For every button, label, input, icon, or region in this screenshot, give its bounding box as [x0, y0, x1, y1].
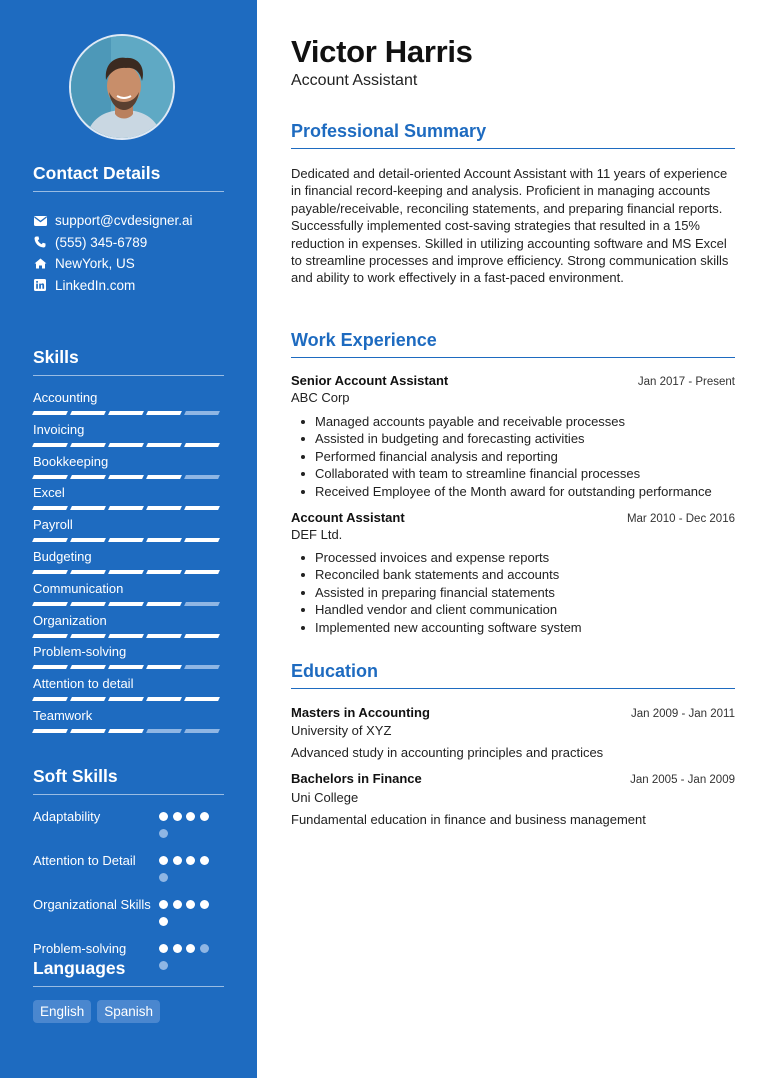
soft-skill-rating	[159, 808, 219, 846]
skill-level-segment	[108, 411, 144, 415]
skill-level-bar	[33, 570, 223, 574]
skill-level-segment	[32, 443, 68, 447]
experience-heading: Work Experience	[291, 330, 735, 358]
skill-item	[33, 485, 223, 517]
rating-dot	[159, 944, 168, 953]
job-bullet: Handled vendor and client communication	[291, 601, 735, 618]
job-bullet: Assisted in preparing financial statements	[291, 584, 735, 601]
job-bullet: Implemented new accounting software system	[291, 619, 735, 636]
job-company: DEF Ltd.	[291, 527, 343, 542]
rating-dot	[173, 856, 182, 865]
soft-skill-name: Organizational Skills	[33, 897, 151, 912]
skill-item	[33, 517, 223, 549]
skill-level-bar	[33, 538, 223, 542]
skill-level-segment	[108, 697, 144, 701]
skill-level-segment	[108, 538, 144, 542]
skill-level-segment	[184, 475, 220, 479]
linkedin-icon	[33, 278, 47, 292]
job-bullet: Managed accounts payable and receivable processes	[291, 413, 735, 430]
skill-level-segment	[32, 538, 68, 542]
skill-name: Attention to detail	[33, 676, 134, 692]
skill-level-segment	[184, 634, 220, 638]
contact-location	[33, 253, 233, 275]
job-title: Account Assistant	[291, 510, 405, 525]
skill-level-segment	[108, 506, 144, 510]
education-degree: Masters in Accounting	[291, 705, 430, 720]
skill-level-segment	[184, 729, 220, 733]
skill-item	[33, 422, 223, 454]
avatar	[69, 34, 175, 140]
skill-level-segment	[146, 729, 182, 733]
skill-level-segment	[108, 570, 144, 574]
skill-level-segment	[70, 665, 106, 669]
soft-skill-name: Attention to Detail	[33, 853, 136, 868]
contact-phone[interactable]	[33, 232, 233, 254]
skill-level-segment	[184, 411, 220, 415]
skill-level-segment	[108, 634, 144, 638]
skill-level-segment	[146, 475, 182, 479]
skill-level-segment	[146, 411, 182, 415]
job-bullets	[291, 413, 735, 500]
skill-name: Budgeting	[33, 548, 92, 564]
contact-heading: Contact Details	[33, 163, 224, 192]
skill-name: Payroll	[33, 517, 73, 533]
skill-level-bar	[33, 602, 223, 606]
education-header	[291, 771, 735, 786]
skill-level-segment	[32, 665, 68, 669]
education-heading: Education	[291, 661, 735, 689]
skill-level-segment	[32, 634, 68, 638]
sidebar	[0, 0, 257, 1078]
job-bullet: Processed invoices and expense reports	[291, 549, 735, 566]
skill-name: Problem-solving	[33, 644, 127, 660]
skill-level-segment	[70, 634, 106, 638]
skill-level-segment	[70, 443, 106, 447]
skill-level-segment	[108, 729, 144, 733]
skill-level-segment	[32, 729, 68, 733]
skill-level-segment	[70, 411, 106, 415]
contact-email-text: support@cvdesigner.ai	[55, 213, 193, 229]
rating-dot	[186, 856, 195, 865]
rating-dot	[159, 856, 168, 865]
education-school: Uni College	[291, 790, 359, 805]
skill-level-bar	[33, 729, 223, 733]
skills-heading: Skills	[33, 347, 224, 376]
rating-dot	[173, 900, 182, 909]
skill-name: Accounting	[33, 390, 98, 405]
skill-name: Organization	[33, 612, 107, 628]
rating-dot	[200, 856, 209, 865]
job-dates: Mar 2010 - Dec 2016	[626, 513, 735, 525]
skill-name: Excel	[33, 485, 65, 501]
skill-level-segment	[184, 602, 220, 606]
skill-level-segment	[32, 602, 68, 606]
soft-skills-heading: Soft Skills	[33, 766, 224, 795]
phone-icon	[33, 235, 47, 249]
education-description: Fundamental education in finance and business management	[291, 812, 646, 827]
rating-dot	[159, 900, 168, 909]
rating-dot	[200, 944, 209, 953]
skill-level-segment	[32, 411, 68, 415]
job-company: ABC Corp	[291, 390, 350, 405]
skill-item	[33, 549, 223, 581]
skill-level-segment	[70, 570, 106, 574]
soft-skill-rating	[159, 896, 219, 934]
skill-item	[33, 454, 223, 486]
skill-level-segment	[184, 697, 220, 701]
soft-skill-item	[33, 896, 233, 934]
skill-item	[33, 613, 223, 645]
job-bullet: Reconciled bank statements and accounts	[291, 566, 735, 583]
rating-dot	[159, 917, 168, 926]
skill-name: Teamwork	[33, 707, 93, 723]
skill-level-segment	[184, 443, 220, 447]
summary-heading: Professional Summary	[291, 121, 735, 149]
skill-level-segment	[70, 729, 106, 733]
skill-level-bar	[33, 411, 223, 415]
rating-dot	[173, 944, 182, 953]
job-bullets	[291, 549, 735, 636]
languages-list	[33, 1000, 166, 1023]
contact-linkedin[interactable]	[33, 275, 233, 297]
soft-skill-name: Adaptability	[33, 809, 101, 824]
candidate-name: Victor Harris	[291, 34, 473, 69]
skill-item	[33, 708, 223, 740]
skill-item	[33, 644, 223, 676]
summary-text: Dedicated and detail-oriented Account Assistant with 11 years of experience in financial record-keeping and analysis. Proficient in managing accounts payable/receivable, reconciling statements, and preparing financial reports. Successfully implemented cost-saving strategies that resulted in a 15% reduction in expenses. Skilled in utilizing accounting software and MS Excel to streamline processes and improve efficiency. Strong communication skills and ability to work effectively in a fast-paced environment.	[291, 166, 729, 286]
skill-level-segment	[108, 665, 144, 669]
home-icon	[33, 257, 47, 271]
skill-level-segment	[108, 475, 144, 479]
skill-level-segment	[32, 475, 68, 479]
soft-skill-name: Problem-solving	[33, 941, 127, 956]
skill-level-segment	[70, 697, 106, 701]
skill-level-bar	[33, 475, 223, 479]
education-dates: Jan 2005 - Jan 2009	[630, 774, 735, 786]
contact-list	[33, 210, 233, 296]
skill-name: Invoicing	[33, 421, 85, 437]
rating-dot	[200, 812, 209, 821]
skill-level-bar	[33, 665, 223, 669]
rating-dot	[159, 812, 168, 821]
job-bullet: Collaborated with team to streamline financial processes	[291, 465, 735, 482]
education-degree: Bachelors in Finance	[291, 771, 422, 786]
rating-dot	[186, 900, 195, 909]
skill-level-segment	[146, 697, 182, 701]
skill-level-segment	[70, 602, 106, 606]
rating-dot	[173, 812, 182, 821]
skill-level-bar	[33, 443, 223, 447]
skill-item	[33, 676, 223, 708]
language-chip: English	[33, 1000, 91, 1023]
skill-level-bar	[33, 506, 223, 510]
skill-level-segment	[32, 570, 68, 574]
skill-level-segment	[184, 538, 220, 542]
job-bullet: Assisted in budgeting and forecasting activities	[291, 430, 735, 447]
skill-level-segment	[70, 475, 106, 479]
job-header	[291, 373, 735, 388]
contact-location-text: NewYork, US	[55, 256, 135, 272]
soft-skill-item	[33, 808, 233, 846]
skill-name: Bookkeeping	[33, 453, 109, 469]
skill-level-segment	[184, 506, 220, 510]
candidate-title: Account Assistant	[291, 72, 418, 89]
rating-dot	[200, 900, 209, 909]
job-bullet: Performed financial analysis and reporting	[291, 448, 735, 465]
skills-list	[33, 390, 223, 740]
education-description: Advanced study in accounting principles and practices	[291, 745, 604, 760]
skill-level-segment	[108, 443, 144, 447]
skill-level-segment	[108, 602, 144, 606]
education-dates: Jan 2009 - Jan 2011	[630, 708, 735, 720]
skill-level-segment	[184, 665, 220, 669]
skill-level-segment	[146, 634, 182, 638]
skill-level-segment	[146, 538, 182, 542]
soft-skill-rating	[159, 852, 219, 890]
skill-level-segment	[146, 506, 182, 510]
rating-dot	[159, 873, 168, 882]
skill-item	[33, 581, 223, 613]
skill-level-segment	[32, 506, 68, 510]
skill-item	[33, 390, 223, 422]
rating-dot	[186, 812, 195, 821]
education-school: University of XYZ	[291, 723, 392, 738]
skill-level-bar	[33, 697, 223, 701]
contact-linkedin-text: LinkedIn.com	[55, 277, 136, 293]
skill-level-segment	[146, 665, 182, 669]
skill-level-bar	[33, 634, 223, 638]
education-header	[291, 705, 735, 720]
soft-skill-item	[33, 852, 233, 890]
rating-dot	[186, 944, 195, 953]
languages-heading: Languages	[33, 958, 224, 987]
job-title: Senior Account Assistant	[291, 373, 449, 388]
job-header	[291, 510, 735, 525]
skill-level-segment	[146, 570, 182, 574]
envelope-icon	[33, 214, 47, 228]
contact-phone-text: (555) 345-6789	[55, 234, 148, 250]
skill-level-segment	[146, 443, 182, 447]
skill-level-segment	[146, 602, 182, 606]
skill-name: Communication	[33, 580, 124, 596]
contact-email[interactable]	[33, 210, 233, 232]
skill-level-segment	[184, 570, 220, 574]
job-dates: Jan 2017 - Present	[637, 376, 735, 388]
skill-level-segment	[32, 697, 68, 701]
skill-level-segment	[70, 538, 106, 542]
skill-level-segment	[70, 506, 106, 510]
language-chip: Spanish	[97, 1000, 160, 1023]
rating-dot	[159, 829, 168, 838]
job-bullet: Received Employee of the Month award for outstanding performance	[291, 483, 735, 500]
